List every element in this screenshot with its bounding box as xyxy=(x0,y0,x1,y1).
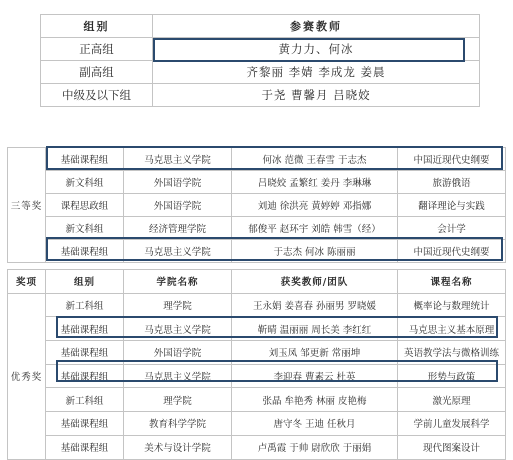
teachers-cell: 唐守冬 王迪 任秋月 xyxy=(232,412,398,436)
header-college: 学院名称 xyxy=(124,270,232,294)
table-row xyxy=(8,388,506,412)
table-row xyxy=(8,435,506,459)
course-cell: 马克思主义基本原理 xyxy=(398,317,506,341)
group-cell: 新文科组 xyxy=(46,217,124,240)
table-row xyxy=(8,148,506,171)
college-cell: 理学院 xyxy=(124,388,232,412)
table-header-row xyxy=(41,15,480,38)
course-cell: 会计学 xyxy=(398,217,506,240)
course-cell: 学前儿童发展科学 xyxy=(398,412,506,436)
header-course: 课程名称 xyxy=(398,270,506,294)
teachers-cell: 李迎春 曹素云 杜英 xyxy=(232,364,398,388)
table-row xyxy=(8,412,506,436)
third-prize-table xyxy=(7,147,506,263)
course-cell: 现代图案设计 xyxy=(398,435,506,459)
teachers-cell: 吕晓姣 孟繁红 姜丹 李琳琳 xyxy=(232,171,398,194)
course-cell: 中国近现代史纲要 xyxy=(398,240,506,263)
college-cell: 马克思主义学院 xyxy=(124,240,232,263)
table-row xyxy=(8,194,506,217)
course-cell: 中国近现代史纲要 xyxy=(398,148,506,171)
table-row xyxy=(8,364,506,388)
header-award: 奖项 xyxy=(8,270,46,294)
course-cell: 翻译理论与实践 xyxy=(398,194,506,217)
teachers-cell: 刘玉凤 邹更新 常丽坤 xyxy=(232,341,398,365)
college-cell: 马克思主义学院 xyxy=(124,148,232,171)
college-cell: 经济管理学院 xyxy=(124,217,232,240)
teachers-cell: 黄力力、何冰 xyxy=(153,38,480,61)
award-cell: 三等奖 xyxy=(8,148,46,263)
college-cell: 外国语学院 xyxy=(124,194,232,217)
table-row xyxy=(8,217,506,240)
table-row xyxy=(8,293,506,317)
table-row xyxy=(8,341,506,365)
group-cell: 基础课程组 xyxy=(46,412,124,436)
teachers-cell: 卢禹霞 于帅 尉欣欣 于丽娟 xyxy=(232,435,398,459)
college-cell: 教育科学学院 xyxy=(124,412,232,436)
table-header-row xyxy=(8,270,506,294)
group-cell: 基础课程组 xyxy=(46,317,124,341)
group-cell: 基础课程组 xyxy=(46,148,124,171)
award-cell: 优秀奖 xyxy=(8,293,46,459)
course-cell: 概率论与数理统计 xyxy=(398,293,506,317)
teachers-cell: 何冰 范微 王春雪 于志杰 xyxy=(232,148,398,171)
group-cell: 课程思政组 xyxy=(46,194,124,217)
college-cell: 马克思主义学院 xyxy=(124,364,232,388)
header-group: 组别 xyxy=(41,15,153,38)
table-row xyxy=(8,171,506,194)
teachers-cell: 郁俊平 赵环宇 刘皓 韩雪（经） xyxy=(232,217,398,240)
teachers-cell: 王永娟 姜喜春 孙丽男 罗晓媛 xyxy=(232,293,398,317)
teachers-cell: 齐黎丽 李婧 李成龙 姜晨 xyxy=(153,61,480,84)
course-cell: 英语教学法与微格训练 xyxy=(398,341,506,365)
table-row xyxy=(8,317,506,341)
header-group: 组别 xyxy=(46,270,124,294)
group-cell: 基础课程组 xyxy=(46,341,124,365)
table-row xyxy=(41,84,480,107)
excellence-award-table xyxy=(7,269,506,460)
college-cell: 马克思主义学院 xyxy=(124,317,232,341)
table-row xyxy=(41,61,480,84)
teachers-cell: 于志杰 何冰 陈丽丽 xyxy=(232,240,398,263)
group-cell: 中级及以下组 xyxy=(41,84,153,107)
course-cell: 激光原理 xyxy=(398,388,506,412)
group-teachers-table xyxy=(40,14,480,107)
college-cell: 美术与设计学院 xyxy=(124,435,232,459)
header-teachers: 获奖教师/团队 xyxy=(232,270,398,294)
group-cell: 新工科组 xyxy=(46,388,124,412)
group-cell: 新工科组 xyxy=(46,293,124,317)
group-cell: 基础课程组 xyxy=(46,240,124,263)
group-cell: 正高组 xyxy=(41,38,153,61)
table-row xyxy=(8,240,506,263)
group-cell: 副高组 xyxy=(41,61,153,84)
teachers-cell: 于尧 曹馨月 吕晓姣 xyxy=(153,84,480,107)
college-cell: 外国语学院 xyxy=(124,341,232,365)
course-cell: 旅游俄语 xyxy=(398,171,506,194)
teachers-cell: 刘迪 徐洪亮 黄婷婷 邓指娜 xyxy=(232,194,398,217)
header-teachers: 参赛教师 xyxy=(153,15,480,38)
college-cell: 理学院 xyxy=(124,293,232,317)
group-cell: 基础课程组 xyxy=(46,364,124,388)
group-cell: 新文科组 xyxy=(46,171,124,194)
college-cell: 外国语学院 xyxy=(124,171,232,194)
teachers-cell: 靳晴 温丽丽 周长美 李红红 xyxy=(232,317,398,341)
group-cell: 基础课程组 xyxy=(46,435,124,459)
course-cell: 形势与政策 xyxy=(398,364,506,388)
table-row xyxy=(41,38,480,61)
teachers-cell: 张晶 牟艳秀 林丽 皮艳梅 xyxy=(232,388,398,412)
